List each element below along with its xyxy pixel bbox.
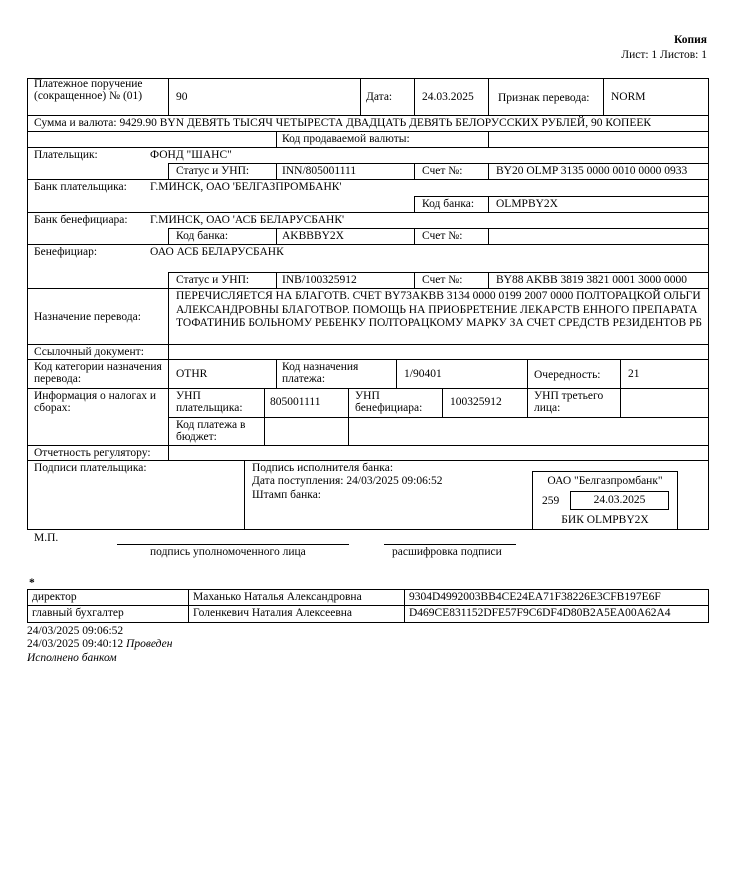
payer-bank-code-label: Код банка: [422,198,475,210]
payer-unp: INN/805001111 [282,165,357,177]
bank-stamp-label: Штамп банка: [252,489,321,501]
bank-signature-label: Подпись исполнителя банка: [252,462,394,474]
transfer-sign: NORM [611,91,646,103]
date-label: Дата: [366,91,393,103]
signer-hash: D469CE831152DFE57F9C6DF4D80B2A5EA00A62A4 [409,607,671,619]
order-date: 24.03.2025 [422,91,474,103]
regulator-label: Отчетность регулятору: [34,447,151,459]
benef-bank-account-label: Счет №: [422,230,463,242]
order-title: Платежное поручение (сокращенное) № (01) [34,78,143,102]
payer-bank-code: OLMPBY2X [496,198,558,210]
sign-caption: подпись уполномоченного лица [150,546,306,558]
log-status: Проведен [126,638,173,650]
tax-info-label: Информация о налогах и сборах: [34,390,157,414]
signer-name: Маханько Наталья Александровна [193,591,362,603]
stamp-date: 24.03.2025 [593,494,646,506]
benef-unp-value: 100325912 [450,396,502,408]
sold-currency-label: Код продаваемой валюты: [282,133,410,145]
received-datetime: Дата поступления: 24/03/2025 09:06:52 [252,475,443,487]
payer-status-unp-label: Статус и УНП: [176,165,250,177]
signer-role: директор [32,591,77,603]
sheet-info: Лист: 1 Листов: 1 [621,49,707,61]
benef-account-label: Счет №: [422,274,463,286]
ref-doc-label: Ссылочный документ: [34,346,144,358]
signer-name: Голенкевич Наталия Алексеевна [193,607,353,619]
asterisk-mark: * [29,577,35,589]
payer-name: ФОНД "ШАНС" [150,149,232,161]
budget-code-label: Код платежа в бюджет: [176,419,246,443]
benef-status-unp-label: Статус и УНП: [176,274,250,286]
third-unp-label: УНП третьего лица: [534,390,604,414]
payer-bank: Г.МИНСК, ОАО 'БЕЛГАЗПРОМБАНК' [150,181,342,193]
benef-label: Бенефициар: [34,246,98,258]
purpose-code-label: Код назначения платежа: [282,361,359,385]
payer-bank-label: Банк плательщика: [34,181,127,193]
signer-role: главный бухгалтер [32,607,124,619]
mp-label: М.П. [34,532,59,544]
benef-bank: Г.МИНСК, ОАО 'АСБ БЕЛАРУСБАНК' [150,214,345,226]
purpose-label: Назначение перевода: [34,311,141,323]
order-number: 90 [176,91,188,103]
log-time-2: 24/03/2025 09:40:12 [27,638,124,650]
payer-account-label: Счет №: [422,165,463,177]
amount-line: Сумма и валюта: 9429.90 BYN ДЕВЯТЬ ТЫСЯЧ ЧЕТЫРЕСТА ДВАДЦАТЬ ДЕВЯТЬ БЕЛОРУССКИХ РУБЛЕЙ, 90 КОПЕЕК [34,117,652,129]
purpose-code: 1/90401 [404,368,442,380]
signer-hash: 9304D4992003BB4CE24EA71F38226E3CFB197E6F [409,591,661,603]
stamp-bank-name: ОАО "Белгазпромбанк" [547,475,663,487]
benef-unp: INB/100325912 [282,274,357,286]
executed-status: Исполнено банком [27,652,117,664]
benef-bank-code-label: Код банка: [176,230,229,242]
category-label: Код категории назначения перевода: [34,361,162,385]
copy-label: Копия [674,34,707,46]
transfer-sign-label: Признак перевода: [498,92,590,104]
priority-value: 21 [628,368,640,380]
stamp-code: 259 [542,495,560,507]
benef-name: ОАО АСБ БЕЛАРУСБАНК [150,246,284,258]
purpose-text: ПЕРЕЧИСЛЯЕТСЯ НА БЛАГОТВ. СЧЕТ BY73AKBB 3134 0000 0199 2007 0000 ПОЛТОРАЦКОЙ ОЛЬГИ АЛЕКСАНДРОВНЫ БЛАГОТВОР. ПОМОЩЬ НА ПРИОБРЕТЕНИЕ ЛЕКАРСТВ ЕННОГО ПРЕПАРАТА ТОФАТИНИБ БОЛЬНОМУ РЕБЕНКУ ПОЛТОРАЦКОМУ МАРКУ ЗА СЧЕТ СРЕДСТВ РЕЗИДЕНТОВ РБ [176,290,703,329]
payer-signatures-label: Подписи плательщика: [34,462,147,474]
priority-label: Очередность: [534,369,601,381]
benef-bank-code: AKBBBY2X [282,230,344,242]
log-entry [27,638,172,651]
category-value: OTHR [176,368,208,380]
benef-unp-label: УНП бенефициара: [355,390,423,414]
payer-unp-label: УНП плательщика: [176,390,243,414]
payer-unp-value: 805001111 [270,396,321,408]
log-time: 24/03/2025 09:06:52 [27,625,124,637]
payer-label: Плательщик: [34,149,98,161]
benef-account: BY88 AKBB 3819 3821 0001 3000 0000 [496,274,688,286]
stamp-bic: БИК OLMPBY2X [561,514,649,526]
benef-bank-label: Банк бенефициара: [34,214,128,226]
decode-caption: расшифровка подписи [392,546,502,558]
payer-account: BY20 OLMP 3135 0000 0010 0000 0933 [496,165,688,177]
